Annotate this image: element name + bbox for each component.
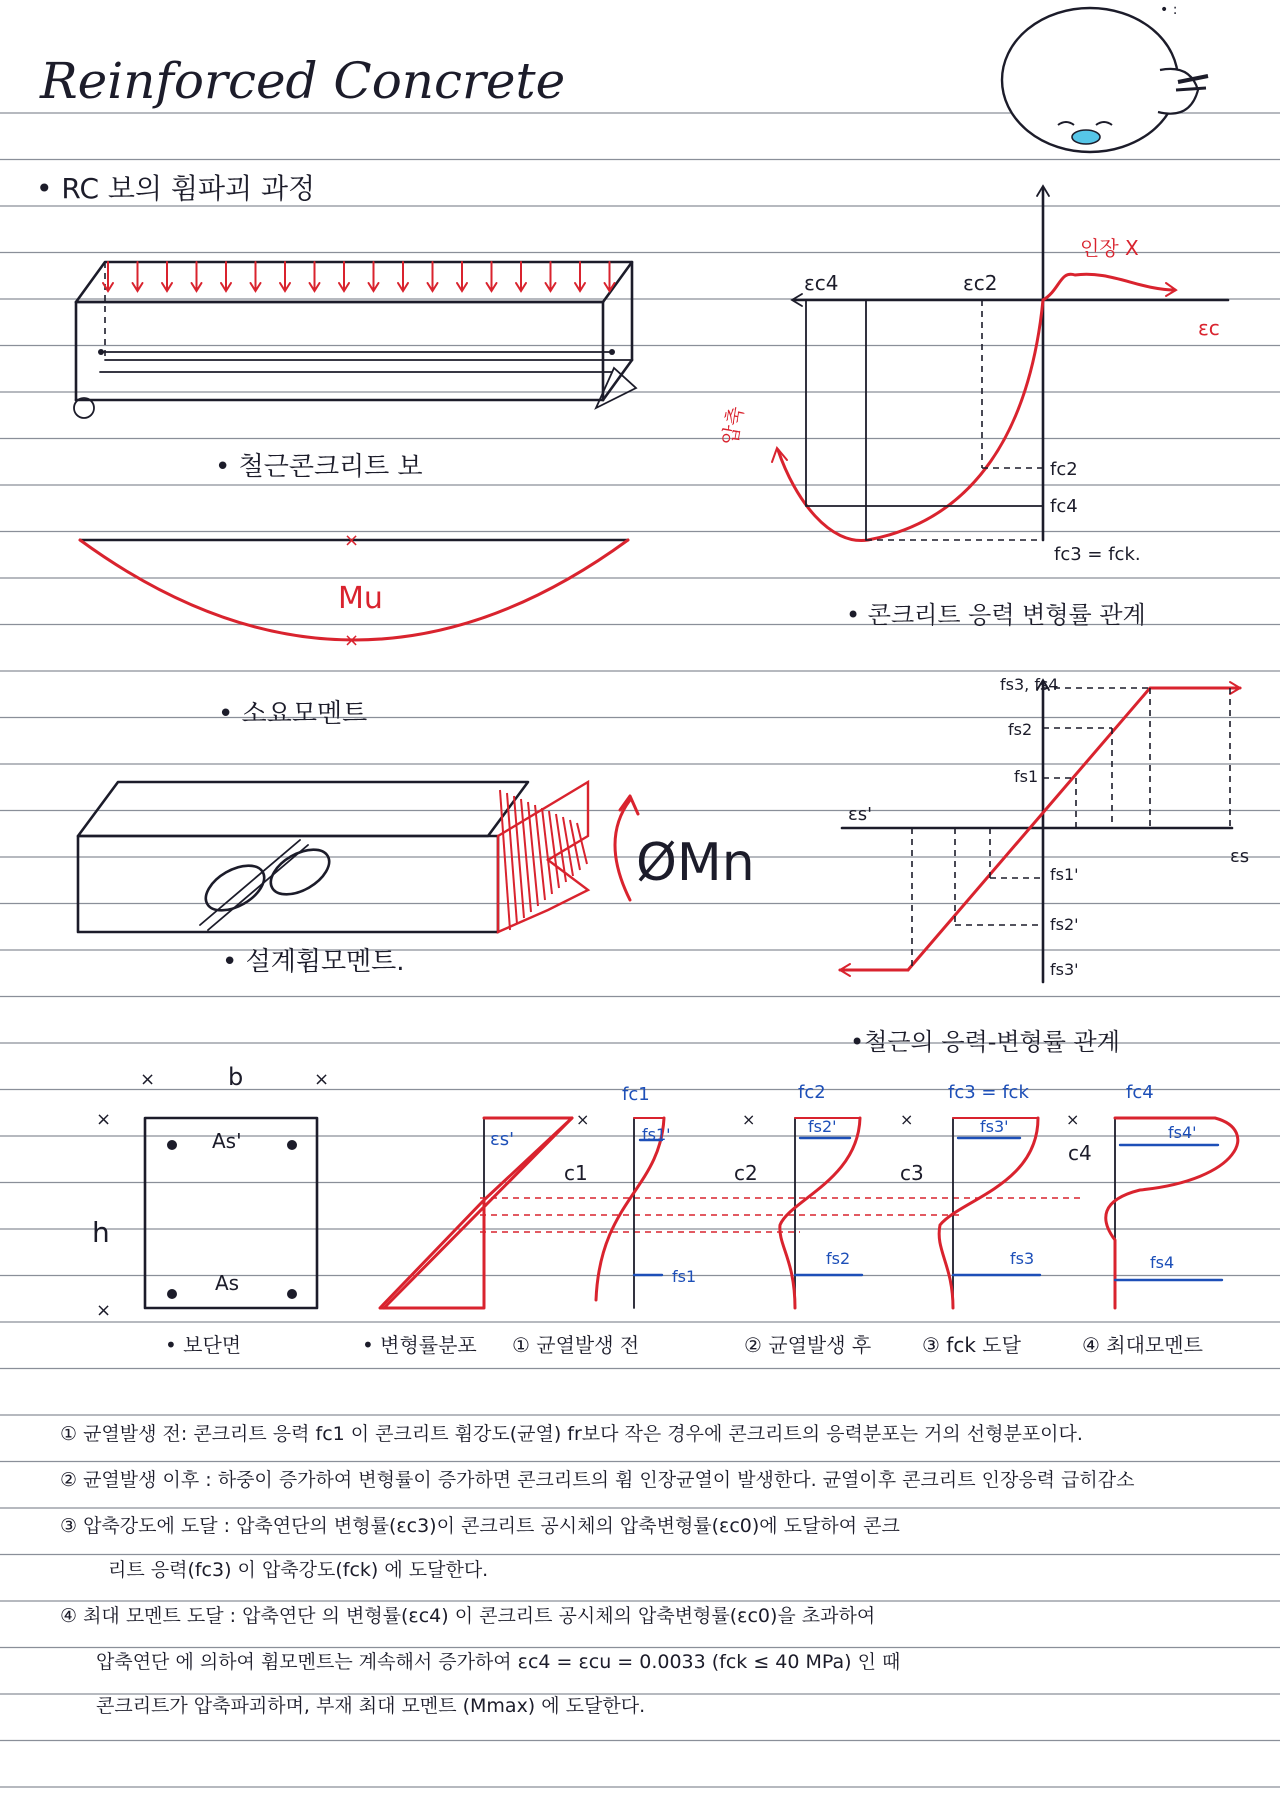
stage3-caption: ③ fck 도달 bbox=[922, 1333, 1021, 1357]
concrete-curve-caption: • 콘크리트 응력 변형률 관계 bbox=[846, 601, 1146, 629]
stage3-fs: fs3 bbox=[1010, 1249, 1035, 1268]
note-2: ② 균열발생 이후 : 하중이 증가하여 변형률이 증가하면 콘크리트의 휨 인장균열이 발생한다. 균열이후 콘크리트 인장응력 급히감소 bbox=[60, 1469, 1135, 1491]
mascot-sticker bbox=[1002, 2, 1208, 152]
design-moment-caption: • 설계휨모멘트. bbox=[222, 947, 405, 977]
stage2-fc-label: fc2 bbox=[798, 1082, 826, 1103]
load-arrow bbox=[605, 262, 615, 291]
moment-caption: • 소요모멘트 bbox=[218, 699, 368, 729]
load-arrow bbox=[516, 262, 526, 291]
stage3-stress bbox=[900, 1082, 1040, 1308]
note-3-cont: 리트 응력(fc3) 이 압축강도(fck) 에 도달한다. bbox=[108, 1559, 489, 1581]
section-title: • RC 보의 휨파괴 과정 bbox=[36, 172, 316, 205]
es-prime-label: εs' bbox=[490, 1129, 515, 1150]
stage4-caption: ④ 최대모멘트 bbox=[1082, 1333, 1203, 1357]
fs2-label: fs2 bbox=[1008, 720, 1033, 739]
eps-c4-label: εc4 bbox=[804, 271, 839, 295]
stage1-stress bbox=[564, 1084, 696, 1308]
load-arrow bbox=[546, 262, 556, 291]
steel-curve-caption: •철근의 응력-변형률 관계 bbox=[850, 1028, 1120, 1056]
svg-text:×: × bbox=[96, 1300, 112, 1321]
stage1-caption: ① 균열발생 전 bbox=[512, 1333, 640, 1357]
eps-s-prime-label: εs' bbox=[848, 804, 873, 825]
svg-text:×: × bbox=[344, 630, 360, 651]
svg-text:×: × bbox=[900, 1110, 914, 1129]
svg-text:×: × bbox=[96, 1109, 112, 1130]
stage4-fs: fs4 bbox=[1150, 1253, 1175, 1272]
fs3-fs4-label: fs3, fs4 bbox=[1000, 675, 1059, 694]
load-arrow bbox=[369, 262, 379, 291]
stage2-c-label: c2 bbox=[734, 1161, 758, 1185]
stage2-caption: ② 균열발생 후 bbox=[744, 1333, 872, 1357]
svg-text:×: × bbox=[140, 1069, 156, 1090]
notes-block bbox=[60, 1422, 1134, 1717]
stage1-c-label: c1 bbox=[564, 1161, 588, 1185]
mu-label: Mu bbox=[338, 581, 383, 616]
fc4-label: fc4 bbox=[1050, 496, 1078, 517]
stage2-stress bbox=[734, 1082, 862, 1308]
stage4-fs-prime: fs4' bbox=[1168, 1123, 1197, 1142]
load-arrow bbox=[339, 262, 349, 291]
stage1-fc-label: fc1 bbox=[622, 1084, 650, 1105]
stage2-fs-prime: fs2' bbox=[808, 1117, 837, 1136]
cross-section-caption: • 보단면 bbox=[165, 1333, 242, 1357]
eps-c-axis-label: εc bbox=[1198, 316, 1220, 340]
fs2-prime-label: fs2' bbox=[1050, 915, 1079, 934]
note-3: ③ 압축강도에 도달 : 압축연단의 변형률(εc3)이 콘크리트 공시체의 압축변형률(εc0)에 도달하여 콘크 bbox=[60, 1515, 900, 1537]
eps-c2-label: εc2 bbox=[963, 271, 998, 295]
compression-label: 압축 bbox=[717, 404, 748, 447]
eps-s-label: εs bbox=[1230, 846, 1250, 867]
stage1-fs: fs1 bbox=[672, 1267, 697, 1286]
fc2-label: fc2 bbox=[1050, 459, 1078, 480]
svg-text:×: × bbox=[576, 1110, 590, 1129]
section-h-label: h bbox=[92, 1216, 110, 1249]
load-arrow bbox=[310, 262, 320, 291]
load-arrow bbox=[251, 262, 261, 291]
note-4: ④ 최대 모멘트 도달 : 압축연단 의 변형률(εc4) 이 콘크리트 공시체의 압축변형률(εc0)을 초과하여 bbox=[60, 1605, 876, 1627]
as-prime-label: As' bbox=[212, 1129, 242, 1153]
stage4-fc-label: fc4 bbox=[1126, 1082, 1154, 1103]
stage4-stress bbox=[1066, 1082, 1238, 1308]
load-arrow bbox=[428, 262, 438, 291]
svg-text:×: × bbox=[742, 1110, 756, 1129]
stage3-c-label: c3 bbox=[900, 1161, 924, 1185]
load-arrow bbox=[457, 262, 467, 291]
section-b-label: b bbox=[228, 1063, 244, 1091]
svg-text:×: × bbox=[1066, 1110, 1080, 1129]
svg-text:• :: • : bbox=[1160, 2, 1178, 18]
stage2-fs: fs2 bbox=[826, 1249, 851, 1268]
note-1: ① 균열발생 전: 콘크리트 응력 fc1 이 콘크리트 휨강도(균열) fr보다 작은 경우에 콘크리트의 응력분포는 거의 선형분포이다. bbox=[60, 1423, 1083, 1445]
as-label: As bbox=[215, 1271, 240, 1295]
beam-caption: • 철근콘크리트 보 bbox=[215, 452, 423, 482]
svg-text:×: × bbox=[344, 530, 360, 551]
steel-stress-strain-graph bbox=[840, 675, 1249, 982]
strain-distribution-caption: • 변형률분포 bbox=[362, 1333, 477, 1357]
stage3-fs-prime: fs3' bbox=[980, 1117, 1009, 1136]
rc-beam-3d bbox=[74, 262, 636, 418]
load-arrow bbox=[280, 262, 290, 291]
stage4-c-label: c4 bbox=[1068, 1141, 1092, 1165]
fs1-label: fs1 bbox=[1014, 767, 1039, 786]
load-arrow bbox=[162, 262, 172, 291]
load-arrow bbox=[192, 262, 202, 291]
required-moment-diagram bbox=[80, 530, 628, 651]
stage3-fc-label: fc3 = fck bbox=[948, 1082, 1029, 1103]
concrete-stress-strain-graph bbox=[718, 186, 1228, 565]
distributed-load-arrows bbox=[103, 262, 615, 291]
fs3-prime-label: fs3' bbox=[1050, 960, 1079, 979]
strain-distribution bbox=[380, 1118, 1080, 1308]
note-4-cont2: 콘크리트가 압축파괴하며, 부재 최대 모멘트 (Mmax) 에 도달한다. bbox=[96, 1695, 646, 1717]
load-arrow bbox=[575, 262, 585, 291]
tension-label: 인장 X bbox=[1080, 236, 1139, 260]
stage1-fs-prime: fs1' bbox=[642, 1125, 671, 1144]
load-arrow bbox=[133, 262, 143, 291]
load-arrow bbox=[487, 262, 497, 291]
load-arrow bbox=[221, 262, 231, 291]
fc3-fck-label: fc3 = fck. bbox=[1054, 544, 1141, 565]
phi-mn-label: ØMn bbox=[636, 833, 755, 893]
fs1-prime-label: fs1' bbox=[1050, 865, 1079, 884]
note-4-cont: 압축연단 에 의하여 휨모멘트는 계속해서 증가하여 εc4 = εcu = 0.0033 (fck ≤ 40 MPa) 인 때 bbox=[96, 1651, 901, 1673]
page-title: Reinforced Concrete bbox=[40, 52, 566, 110]
svg-text:×: × bbox=[314, 1069, 330, 1090]
load-arrow bbox=[398, 262, 408, 291]
beam-cross-section bbox=[92, 1063, 329, 1321]
